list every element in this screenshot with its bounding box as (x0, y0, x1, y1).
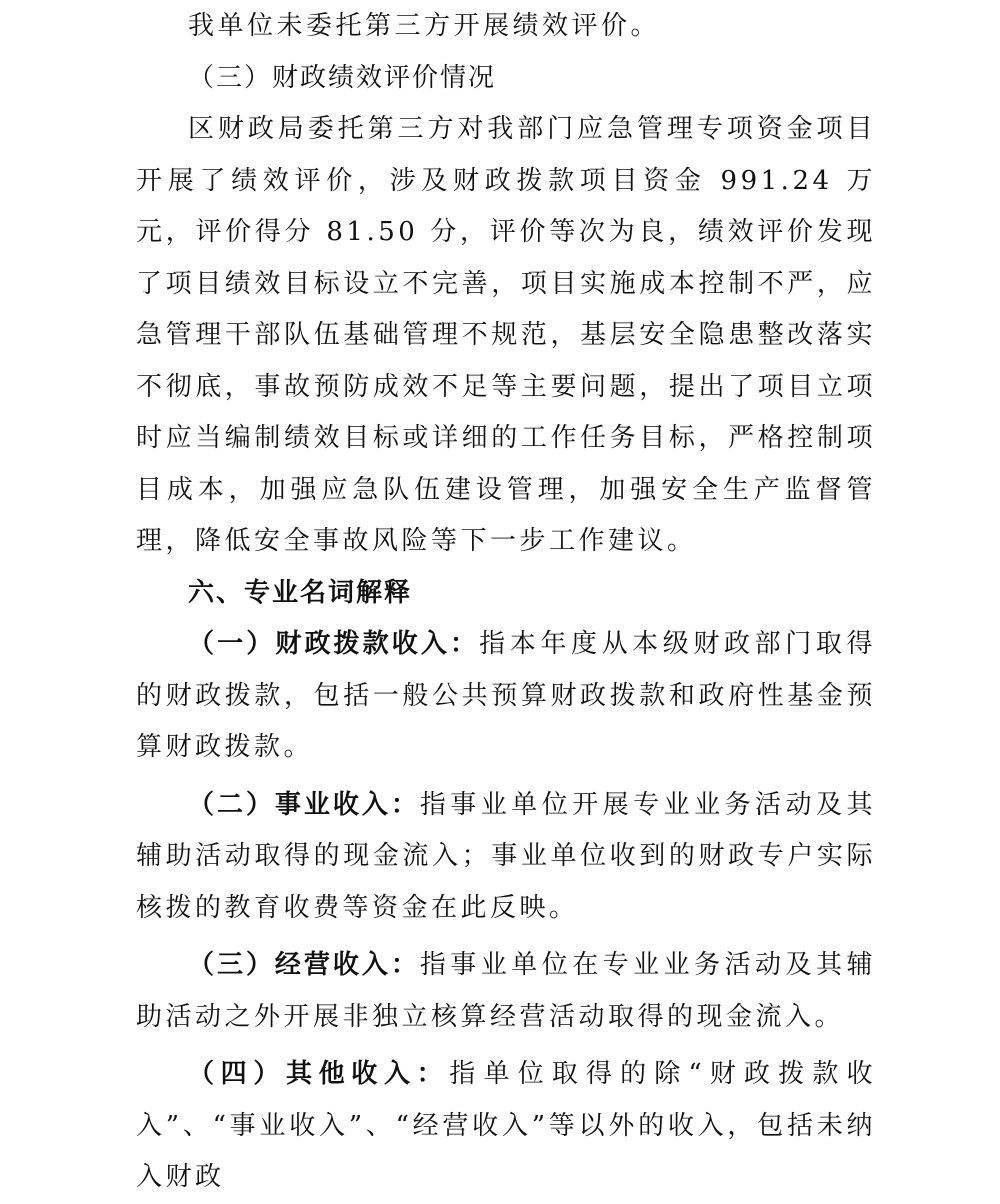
term-definition: 指本年度从本级财政部门取得的财政拨款，包括一般公共预算财政拨款和政府性基金预算财政拨款。 (136, 629, 876, 762)
paragraph-unit-no-third-party: 我单位未委托第三方开展绩效评价。 (188, 11, 661, 41)
term-paragraph-fiscal-appropriation (136, 619, 876, 774)
paragraph-fiscal-evaluation: 区财政局委托第三方对我部门应急管理专项资金项目开展了绩效评价，涉及财政拨款项目资金 991.24 万元，评价得分 81.50 分，评价等次为良，绩效评价发现了项目绩效目标设立不完善，项目实施成本控制不严，应急管理干部队伍基础管理不规范，基层安全隐患整改落实不彻底，事故预防成效不足等主要问题，提出了项目立项时应当编制绩效目标或详细的工作任务目标，严格控制项目成本，加强应急队伍建设管理，加强安全生产监督管理，降低安全事故风险等下一步工作建议。 (136, 114, 876, 556)
term-definition: 指事业单位开展专业业务活动及其辅助活动取得的现金流入；事业单位收到的财政专户实际核拨的教育收费等资金在此反映。 (136, 789, 876, 923)
document-page (136, 0, 876, 1204)
term-definition: 指单位取得的除“财政拨款收入”、“事业收入”、“经营收入”等以外的收入，包括未纳入财政 (136, 1059, 876, 1192)
term-definition: 指事业单位在专业业务活动及其辅助活动之外开展非独立核算经营活动取得的现金流入。 (136, 950, 876, 1032)
term-paragraph-other-income (136, 1049, 876, 1204)
term-label: （一）财政拨款收入： (188, 629, 480, 659)
term-label: （三）经营收入： (188, 950, 420, 980)
section-heading-fiscal-evaluation: （三）财政绩效评价情况 (188, 62, 497, 93)
term-paragraph-operating-income (136, 940, 876, 1043)
term-label: （二）事业收入： (188, 789, 420, 820)
term-paragraph-business-income (136, 780, 876, 935)
section-heading-terms: 六、专业名词解释 (188, 577, 413, 608)
term-label: （四）其他收入： (188, 1059, 450, 1089)
